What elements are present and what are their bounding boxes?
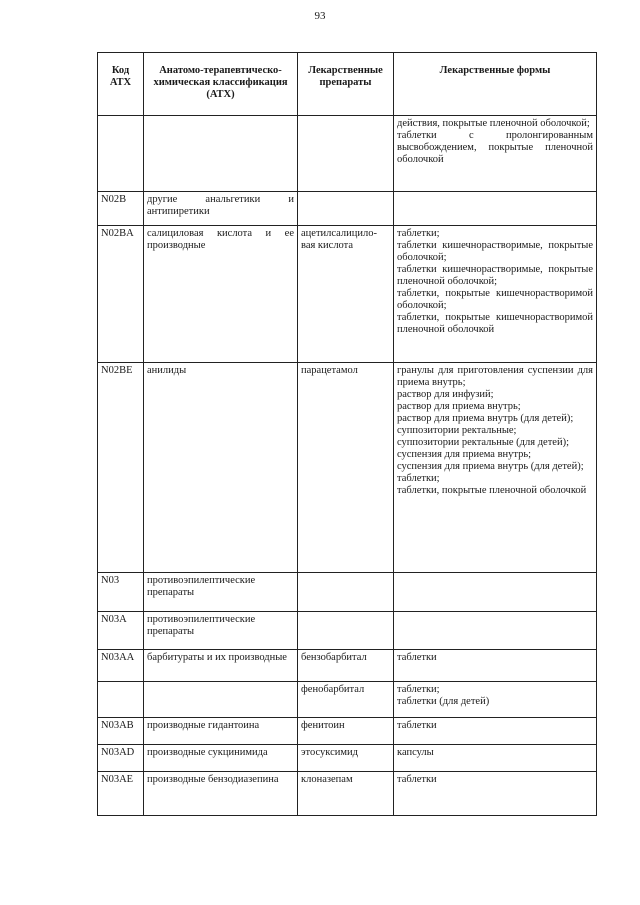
atc-code-cell: N03A	[98, 612, 144, 650]
drug-cell: клоназепам	[298, 772, 394, 816]
header-forms: Лекарственные формы	[394, 53, 597, 116]
dosage-form-item: таблетки;	[397, 684, 440, 695]
dosage-form-item: суппозитории ректальные (для детей);	[397, 437, 569, 448]
forms-cell	[394, 650, 597, 682]
forms-cell	[394, 226, 597, 363]
classification-cell: противоэпилептические препараты	[144, 573, 298, 612]
drug-cell	[298, 573, 394, 612]
atc-code-cell: N03AB	[98, 718, 144, 745]
atc-table	[97, 52, 597, 816]
atc-code-cell: N03	[98, 573, 144, 612]
forms-cell	[394, 682, 597, 718]
forms-cell	[394, 192, 597, 226]
atc-code-cell: N02B	[98, 192, 144, 226]
classification-cell	[144, 116, 298, 192]
classification-cell: барбитураты и их производные	[144, 650, 298, 682]
table-row	[98, 612, 597, 650]
dosage-form-item: таблетки кишечнорастворимые, покрытые оболочкой;	[397, 240, 593, 263]
dosage-form-item: таблетки, покрытые кишечнорастворимой оболочкой;	[397, 288, 593, 311]
dosage-form-item: таблетки (для детей)	[397, 696, 490, 707]
dosage-form-item: таблетки	[397, 652, 437, 663]
drug-cell: фенобарбитал	[298, 682, 394, 718]
forms-cell	[394, 745, 597, 772]
dosage-form-item: суспензия для приема внутрь (для детей);	[397, 461, 584, 472]
atc-code-cell: N03AD	[98, 745, 144, 772]
drug-cell	[298, 116, 394, 192]
drug-cell: фенитоин	[298, 718, 394, 745]
dosage-form-item: действия, покрытые пленочной оболочкой;	[397, 118, 590, 129]
classification-cell: анилиды	[144, 363, 298, 573]
table-row	[98, 363, 597, 573]
dosage-form-item: таблетки, покрытые пленочной оболочкой	[397, 485, 587, 496]
table-row	[98, 573, 597, 612]
table-row	[98, 682, 597, 718]
drug-cell: ацетилсалицило-вая кислота	[298, 226, 394, 363]
dosage-form-item: раствор для приема внутрь (для детей);	[397, 413, 574, 424]
table-row	[98, 772, 597, 816]
forms-cell	[394, 772, 597, 816]
atc-code-cell: N03AE	[98, 772, 144, 816]
dosage-form-item: таблетки;	[397, 228, 440, 239]
drug-cell: парацетамол	[298, 363, 394, 573]
atc-code-cell: N03AA	[98, 650, 144, 682]
dosage-form-item: капсулы	[397, 747, 434, 758]
atc-code-cell	[98, 682, 144, 718]
classification-cell: производные сукцинимида	[144, 745, 298, 772]
dosage-form-item: раствор для приема внутрь;	[397, 401, 521, 412]
classification-cell: другие анальгетики и антипиретики	[144, 192, 298, 226]
classification-cell: противоэпилептические препараты	[144, 612, 298, 650]
header-drugs: Лекарственные препараты	[298, 53, 394, 116]
atc-code-cell: N02BA	[98, 226, 144, 363]
drug-cell	[298, 192, 394, 226]
dosage-form-item: таблетки, покрытые кишечнорастворимой пленочной оболочкой	[397, 312, 593, 335]
forms-cell	[394, 718, 597, 745]
dosage-form-item: таблетки	[397, 720, 437, 731]
classification-cell: производные гидантоина	[144, 718, 298, 745]
forms-cell	[394, 573, 597, 612]
table-row	[98, 116, 597, 192]
table-row	[98, 745, 597, 772]
forms-cell	[394, 116, 597, 192]
dosage-form-item: суспензия для приема внутрь;	[397, 449, 532, 460]
dosage-form-item: таблетки кишечнорастворимые, покрытые пленочной оболочкой;	[397, 264, 593, 287]
atc-code-cell: N02BE	[98, 363, 144, 573]
classification-cell	[144, 682, 298, 718]
header-classification: Анатомо-терапевтическо-химическая классификация (АТХ)	[144, 53, 298, 116]
drug-cell: бензобарбитал	[298, 650, 394, 682]
table-header-row	[98, 53, 597, 116]
dosage-form-item: таблетки;	[397, 473, 440, 484]
dosage-form-item: таблетки с пролонгированным высвобождением, покрытые пленочной оболочкой	[397, 130, 593, 165]
table-row	[98, 226, 597, 363]
drug-cell	[298, 612, 394, 650]
dosage-form-item: гранулы для приготовления суспензии для приема внутрь;	[397, 365, 593, 388]
dosage-form-item: таблетки	[397, 774, 437, 785]
dosage-form-item: раствор для инфузий;	[397, 389, 494, 400]
forms-cell	[394, 363, 597, 573]
atc-code-cell	[98, 116, 144, 192]
classification-cell: производные бензодиазепина	[144, 772, 298, 816]
forms-cell	[394, 612, 597, 650]
classification-cell: салициловая кислота и ее производные	[144, 226, 298, 363]
drug-cell: этосуксимид	[298, 745, 394, 772]
table-row	[98, 718, 597, 745]
dosage-form-item: суппозитории ректальные;	[397, 425, 517, 436]
header-code: Код АТХ	[98, 53, 144, 116]
table-row	[98, 650, 597, 682]
table-row	[98, 192, 597, 226]
page-number: 93	[314, 10, 326, 22]
